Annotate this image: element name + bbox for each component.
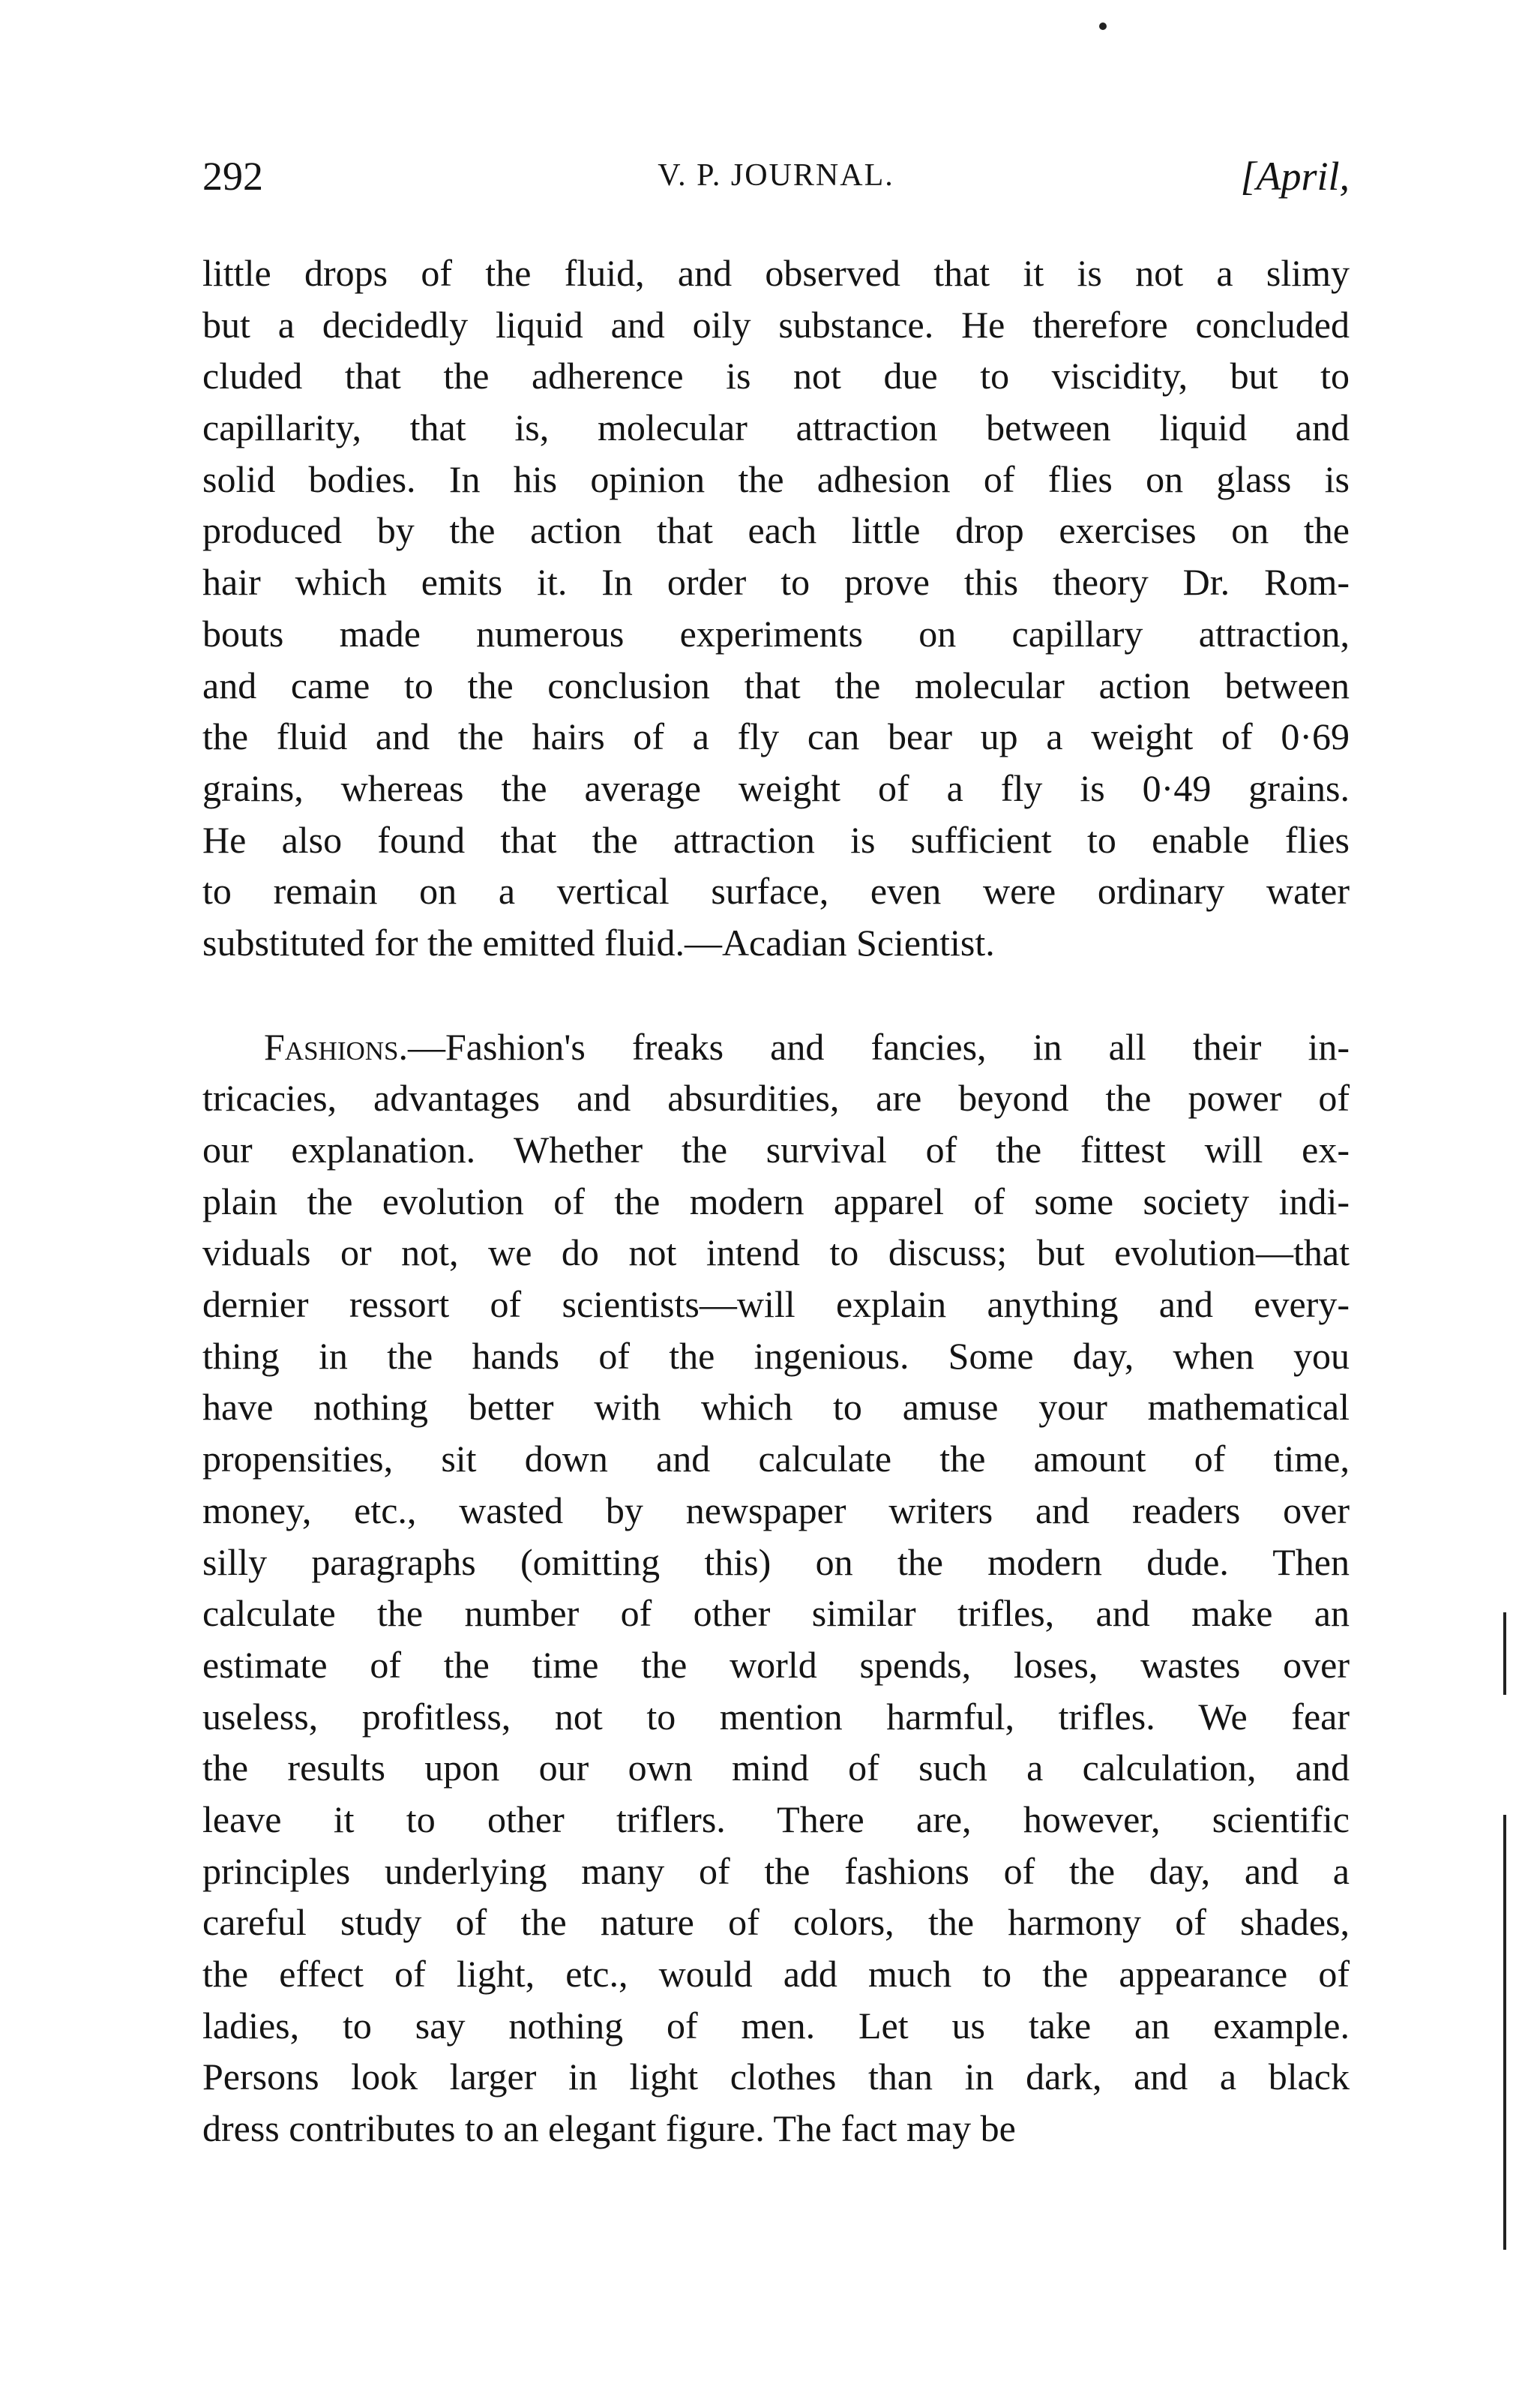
paragraph-adhesion [202, 247, 1350, 969]
paragraph-fashions [202, 1021, 1350, 2155]
journal-title: V. P. JOURNAL. [658, 158, 894, 193]
text-line: grains, whereas the average weight of a fly is 0·49 grains. [202, 766, 1350, 809]
text-line: the results upon our own mind of such a calculation, and [202, 1747, 1350, 1789]
running-header [202, 153, 1350, 205]
text-line: careful study of the nature of colors, the harmony of shades, [202, 1901, 1350, 1944]
text-line: dernier ressort of scientists—will explain anything and every- [202, 1283, 1350, 1326]
text-line: dress contributes to an elegant figure. The fact may be [202, 2107, 1016, 2150]
margin-rule [1503, 1612, 1506, 1695]
section-heading: Fashions. [264, 1025, 408, 1068]
text-line: useless, profitless, not to mention harmful, trifles. We fear [202, 1695, 1350, 1738]
text-line: He also found that the attraction is sufficient to enable flies [202, 818, 1350, 861]
text-line: and came to the conclusion that the molecular action between [202, 664, 1350, 706]
text-line: calculate the number of other similar trifles, and make an [202, 1592, 1350, 1635]
text-line: cluded that the adherence is not due to viscidity, but to [202, 355, 1350, 397]
text-line: little drops of the fluid, and observed that it is not a slimy [202, 252, 1350, 294]
text-line: have nothing better with which to amuse your mathematical [202, 1386, 1350, 1429]
text-line: silly paragraphs (omitting this) on the modern dude. Then [202, 1540, 1350, 1583]
print-speck [1099, 22, 1107, 30]
issue-month: [April, [1240, 154, 1350, 199]
text-line [202, 1021, 1350, 1073]
text-line: bouts made numerous experiments on capillary attraction, [202, 612, 1350, 655]
text-line: to remain on a vertical surface, even were ordinary water [202, 870, 1350, 913]
text-line: but a decidedly liquid and oily substance. He therefore concluded [202, 303, 1350, 346]
text-line: principles underlying many of the fashions of the day, and a [202, 1849, 1350, 1892]
text-line: leave it to other triflers. There are, however, scientific [202, 1798, 1350, 1840]
text-line: estimate of the time the world spends, loses, wastes over [202, 1643, 1350, 1686]
text-line: solid bodies. In his opinion the adhesion of flies on glass is [202, 457, 1350, 500]
margin-rule [1503, 1815, 1506, 2250]
text-line: capillarity, that is, molecular attraction between liquid and [202, 406, 1350, 449]
text-line: produced by the action that each little drop exercises on the [202, 509, 1350, 552]
text-line: the effect of light, etc., would add much to the appearance of [202, 1953, 1350, 1995]
paragraph-gap [202, 969, 1350, 1021]
text-line: thing in the hands of the ingenious. Some day, when you [202, 1334, 1350, 1377]
text-line: our explanation. Whether the survival of the fittest will ex- [202, 1129, 1350, 1171]
page-number: 292 [202, 154, 263, 199]
text-line: the fluid and the hairs of a fly can bear up a weight of 0·69 [202, 715, 1350, 758]
text-line: money, etc., wasted by newspaper writers and readers over [202, 1489, 1350, 1531]
text-line: tricacies, advantages and absurdities, are beyond the power of [202, 1077, 1350, 1120]
text-line: Persons look larger in light clothes than in dark, and a black [202, 2056, 1350, 2098]
text-line: hair which emits it. In order to prove this theory Dr. Rom- [202, 561, 1350, 604]
heading-line-text: —Fashion's freaks and fancies, in all their in- [408, 1025, 1350, 1068]
text-line: plain the evolution of the modern apparel of some society indi- [202, 1180, 1350, 1222]
body-text [202, 247, 1350, 2155]
text-line: propensities, sit down and calculate the amount of time, [202, 1438, 1350, 1480]
text-line: substituted for the emitted fluid.—Acadian Scientist. [202, 921, 995, 964]
text-line: viduals or not, we do not intend to discuss; but evolution—that [202, 1231, 1350, 1274]
text-line: ladies, to say nothing of men. Let us take an example. [202, 2004, 1350, 2047]
